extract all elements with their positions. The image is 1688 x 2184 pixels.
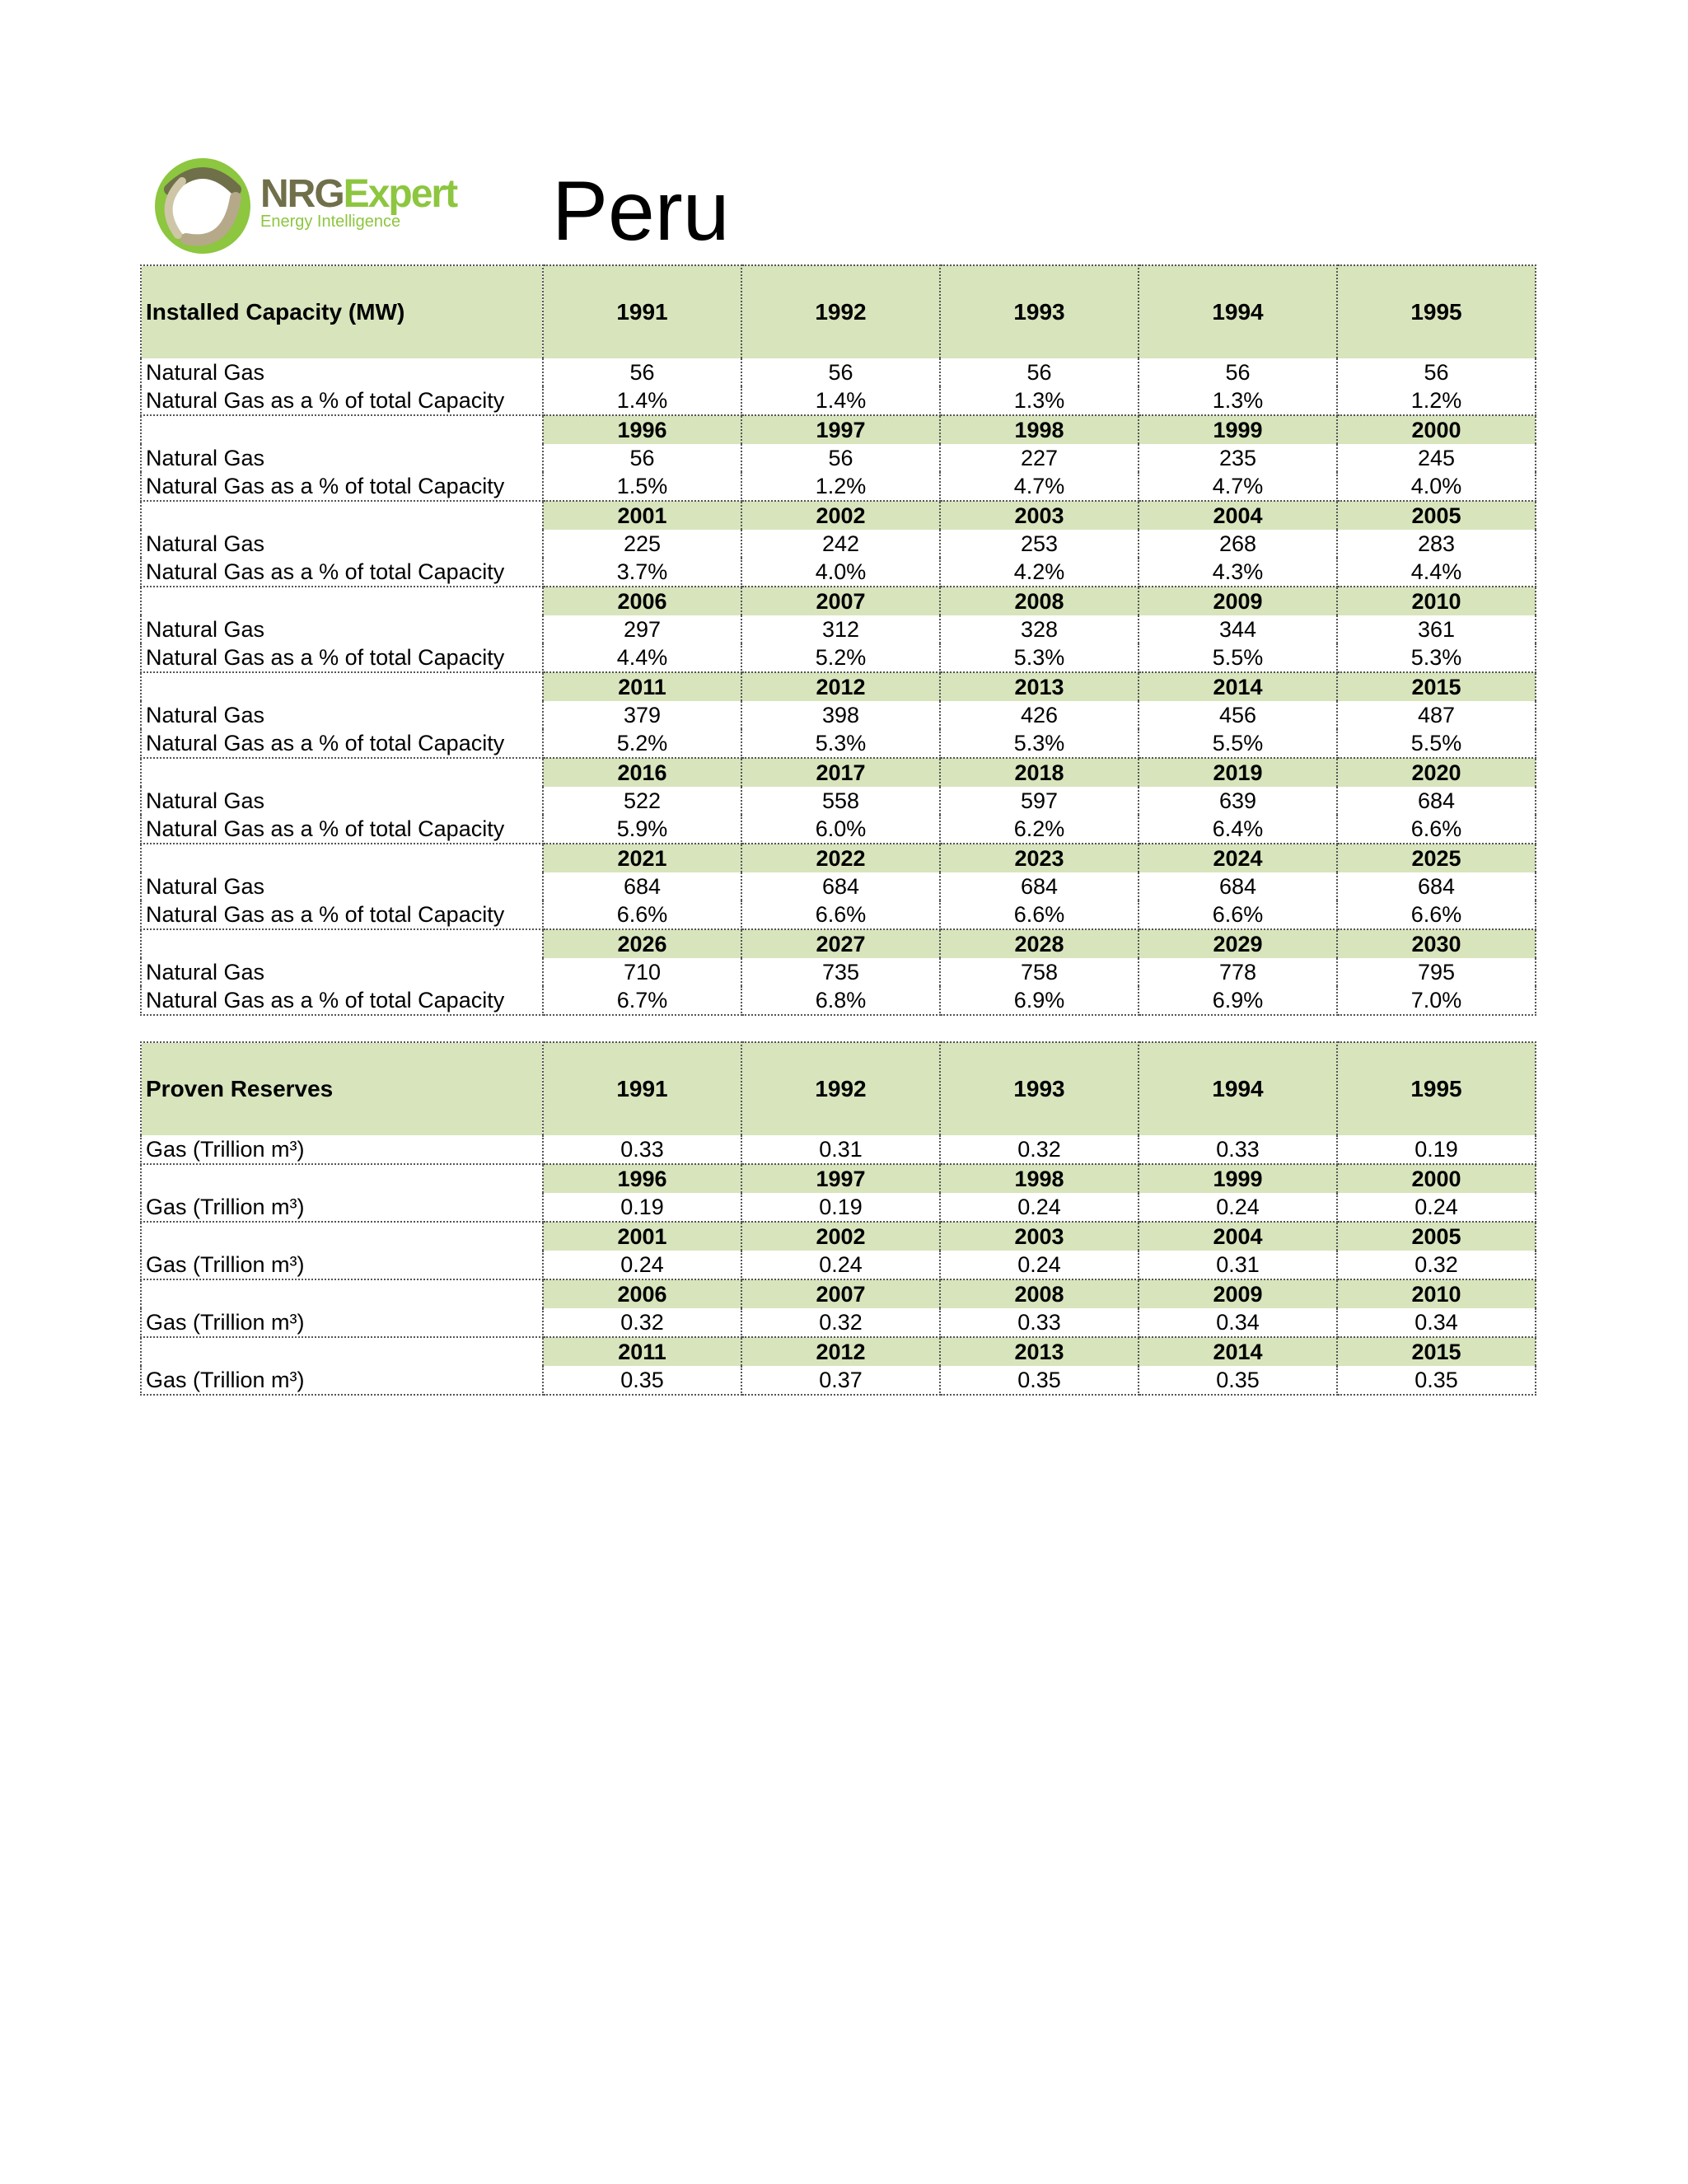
year-row-label — [141, 501, 543, 530]
installed-capacity-table — [140, 264, 1536, 1016]
year-row-label — [141, 672, 543, 701]
value-cell: 283 — [1337, 530, 1536, 558]
natural-gas-pct-row — [141, 986, 1536, 1015]
year-cell: 2008 — [940, 587, 1139, 615]
row-label: Gas (Trillion m³) — [141, 1251, 543, 1279]
value-cell: 6.6% — [940, 900, 1139, 929]
row-label: Natural Gas — [141, 958, 543, 986]
value-cell: 522 — [543, 787, 741, 815]
year-row-label — [141, 844, 543, 872]
row-label: Natural Gas as a % of total Capacity — [141, 729, 543, 758]
year-row — [141, 501, 1536, 530]
value-cell: 328 — [940, 615, 1139, 643]
value-cell: 5.2% — [741, 643, 940, 672]
value-cell: 684 — [543, 872, 741, 900]
value-cell: 6.6% — [1337, 900, 1536, 929]
value-cell: 684 — [741, 872, 940, 900]
natural-gas-row — [141, 530, 1536, 558]
natural-gas-pct-row — [141, 558, 1536, 587]
value-cell: 0.34 — [1337, 1308, 1536, 1337]
year-cell: 2009 — [1139, 587, 1337, 615]
natural-gas-row — [141, 444, 1536, 472]
year-cell: 2001 — [543, 501, 741, 530]
value-cell: 639 — [1139, 787, 1337, 815]
year-cell: 1994 — [1139, 265, 1337, 358]
year-cell: 2010 — [1337, 587, 1536, 615]
natural-gas-pct-row — [141, 900, 1536, 929]
value-cell: 6.9% — [940, 986, 1139, 1015]
value-cell: 778 — [1139, 958, 1337, 986]
year-cell: 2013 — [940, 1337, 1139, 1366]
year-cell: 2017 — [741, 758, 940, 787]
row-label: Natural Gas as a % of total Capacity — [141, 986, 543, 1015]
natural-gas-pct-row — [141, 472, 1536, 501]
gas-reserves-row — [141, 1308, 1536, 1337]
country-title: Peru — [552, 164, 730, 258]
year-cell: 2028 — [940, 929, 1139, 958]
value-cell: 1.4% — [543, 386, 741, 415]
row-label: Natural Gas as a % of total Capacity — [141, 643, 543, 672]
value-cell: 0.32 — [1337, 1251, 1536, 1279]
natural-gas-pct-row — [141, 729, 1536, 758]
year-row — [141, 415, 1536, 444]
value-cell: 312 — [741, 615, 940, 643]
natural-gas-row — [141, 872, 1536, 900]
value-cell: 6.6% — [543, 900, 741, 929]
value-cell: 1.3% — [940, 386, 1139, 415]
value-cell: 0.32 — [741, 1308, 940, 1337]
value-cell: 5.5% — [1337, 729, 1536, 758]
gas-reserves-row — [141, 1366, 1536, 1395]
value-cell: 0.24 — [741, 1251, 940, 1279]
value-cell: 4.3% — [1139, 558, 1337, 587]
year-cell: 1992 — [741, 265, 940, 358]
value-cell: 597 — [940, 787, 1139, 815]
natural-gas-row — [141, 615, 1536, 643]
year-cell: 1997 — [741, 415, 940, 444]
value-cell: 0.24 — [940, 1251, 1139, 1279]
value-cell: 795 — [1337, 958, 1536, 986]
year-cell: 2022 — [741, 844, 940, 872]
natural-gas-pct-row — [141, 643, 1536, 672]
year-cell: 2002 — [741, 1222, 940, 1251]
value-cell: 4.4% — [1337, 558, 1536, 587]
gas-reserves-row — [141, 1135, 1536, 1164]
value-cell: 0.31 — [741, 1135, 940, 1164]
value-cell: 4.0% — [1337, 472, 1536, 501]
year-row-label — [141, 1222, 543, 1251]
year-cell: 2006 — [543, 587, 741, 615]
value-cell: 6.9% — [1139, 986, 1337, 1015]
value-cell: 0.34 — [1139, 1308, 1337, 1337]
value-cell: 3.7% — [543, 558, 741, 587]
value-cell: 426 — [940, 701, 1139, 729]
value-cell: 0.24 — [1139, 1193, 1337, 1222]
value-cell: 5.2% — [543, 729, 741, 758]
year-row — [141, 1279, 1536, 1308]
year-cell: 2015 — [1337, 1337, 1536, 1366]
year-cell: 2025 — [1337, 844, 1536, 872]
value-cell: 6.0% — [741, 815, 940, 844]
row-label: Gas (Trillion m³) — [141, 1135, 543, 1164]
row-label: Natural Gas — [141, 358, 543, 386]
year-cell: 2006 — [543, 1279, 741, 1308]
value-cell: 225 — [543, 530, 741, 558]
value-cell: 245 — [1337, 444, 1536, 472]
logo-name-nrg: NRG — [260, 172, 344, 216]
value-cell: 268 — [1139, 530, 1337, 558]
value-cell: 0.35 — [543, 1366, 741, 1395]
value-cell: 6.6% — [741, 900, 940, 929]
year-row-label — [141, 758, 543, 787]
value-cell: 56 — [543, 444, 741, 472]
year-cell: 2023 — [940, 844, 1139, 872]
value-cell: 684 — [1337, 787, 1536, 815]
year-cell: 2009 — [1139, 1279, 1337, 1308]
value-cell: 0.19 — [543, 1193, 741, 1222]
year-cell: 2004 — [1139, 501, 1337, 530]
value-cell: 344 — [1139, 615, 1337, 643]
year-cell: 2008 — [940, 1279, 1139, 1308]
value-cell: 684 — [1139, 872, 1337, 900]
value-cell: 558 — [741, 787, 940, 815]
logo-name-expert: Expert — [343, 172, 457, 216]
value-cell: 6.6% — [1337, 815, 1536, 844]
row-label: Natural Gas as a % of total Capacity — [141, 386, 543, 415]
value-cell: 684 — [940, 872, 1139, 900]
natural-gas-row — [141, 958, 1536, 986]
value-cell: 0.31 — [1139, 1251, 1337, 1279]
year-cell: 2016 — [543, 758, 741, 787]
logo-tagline: Energy Intelligence — [260, 213, 401, 231]
value-cell: 1.2% — [1337, 386, 1536, 415]
year-cell: 2004 — [1139, 1222, 1337, 1251]
year-cell: 1996 — [543, 1164, 741, 1193]
year-cell: 2015 — [1337, 672, 1536, 701]
year-row-label — [141, 415, 543, 444]
year-row — [141, 587, 1536, 615]
value-cell: 398 — [741, 701, 940, 729]
value-cell: 242 — [741, 530, 940, 558]
value-cell: 1.4% — [741, 386, 940, 415]
year-cell: 2018 — [940, 758, 1139, 787]
year-cell: 2007 — [741, 1279, 940, 1308]
year-cell: 2001 — [543, 1222, 741, 1251]
value-cell: 5.5% — [1139, 643, 1337, 672]
year-cell: 2014 — [1139, 672, 1337, 701]
year-cell: 1995 — [1337, 265, 1536, 358]
value-cell: 5.5% — [1139, 729, 1337, 758]
year-cell: 2030 — [1337, 929, 1536, 958]
value-cell: 56 — [1139, 358, 1337, 386]
value-cell: 0.37 — [741, 1366, 940, 1395]
value-cell: 0.32 — [940, 1135, 1139, 1164]
year-cell: 2011 — [543, 1337, 741, 1366]
year-cell: 2026 — [543, 929, 741, 958]
year-cell: 1997 — [741, 1164, 940, 1193]
row-label: Natural Gas — [141, 530, 543, 558]
value-cell: 4.0% — [741, 558, 940, 587]
value-cell: 0.33 — [940, 1308, 1139, 1337]
row-label: Natural Gas — [141, 872, 543, 900]
value-cell: 1.3% — [1139, 386, 1337, 415]
value-cell: 5.9% — [543, 815, 741, 844]
value-cell: 5.3% — [741, 729, 940, 758]
table-header-row — [141, 1042, 1536, 1135]
year-cell: 1993 — [940, 265, 1139, 358]
value-cell: 6.6% — [1139, 900, 1337, 929]
value-cell: 379 — [543, 701, 741, 729]
year-cell: 1994 — [1139, 1042, 1337, 1135]
value-cell: 0.35 — [1337, 1366, 1536, 1395]
year-row — [141, 1222, 1536, 1251]
year-row-label — [141, 1164, 543, 1193]
natural-gas-row — [141, 358, 1536, 386]
value-cell: 1.2% — [741, 472, 940, 501]
value-cell: 235 — [1139, 444, 1337, 472]
value-cell: 5.3% — [1337, 643, 1536, 672]
year-cell: 2014 — [1139, 1337, 1337, 1366]
value-cell: 4.7% — [940, 472, 1139, 501]
year-cell: 2005 — [1337, 1222, 1536, 1251]
year-cell: 1999 — [1139, 415, 1337, 444]
year-row — [141, 929, 1536, 958]
value-cell: 5.3% — [940, 643, 1139, 672]
year-row — [141, 1337, 1536, 1366]
year-cell: 2005 — [1337, 501, 1536, 530]
table-header-row — [141, 265, 1536, 358]
natural-gas-pct-row — [141, 815, 1536, 844]
year-cell: 1998 — [940, 415, 1139, 444]
value-cell: 56 — [1337, 358, 1536, 386]
year-cell: 2000 — [1337, 1164, 1536, 1193]
year-row-label — [141, 929, 543, 958]
nrgexpert-logo — [153, 157, 466, 255]
value-cell: 6.8% — [741, 986, 940, 1015]
year-cell: 2011 — [543, 672, 741, 701]
year-cell: 2020 — [1337, 758, 1536, 787]
year-cell: 1992 — [741, 1042, 940, 1135]
value-cell: 1.5% — [543, 472, 741, 501]
row-label: Natural Gas — [141, 787, 543, 815]
value-cell: 6.7% — [543, 986, 741, 1015]
year-cell: 2010 — [1337, 1279, 1536, 1308]
year-cell: 1991 — [543, 1042, 741, 1135]
value-cell: 4.7% — [1139, 472, 1337, 501]
natural-gas-row — [141, 787, 1536, 815]
year-cell: 1995 — [1337, 1042, 1536, 1135]
year-cell: 2003 — [940, 1222, 1139, 1251]
year-cell: 2000 — [1337, 415, 1536, 444]
row-label: Natural Gas as a % of total Capacity — [141, 900, 543, 929]
year-cell: 1996 — [543, 415, 741, 444]
value-cell: 6.2% — [940, 815, 1139, 844]
value-cell: 710 — [543, 958, 741, 986]
value-cell: 56 — [543, 358, 741, 386]
year-row — [141, 672, 1536, 701]
value-cell: 6.4% — [1139, 815, 1337, 844]
year-row-label — [141, 1279, 543, 1308]
value-cell: 0.24 — [1337, 1193, 1536, 1222]
value-cell: 0.33 — [543, 1135, 741, 1164]
value-cell: 56 — [741, 358, 940, 386]
value-cell: 0.19 — [1337, 1135, 1536, 1164]
value-cell: 735 — [741, 958, 940, 986]
value-cell: 456 — [1139, 701, 1337, 729]
row-label: Natural Gas — [141, 701, 543, 729]
year-cell: 2007 — [741, 587, 940, 615]
year-row — [141, 758, 1536, 787]
value-cell: 0.24 — [940, 1193, 1139, 1222]
row-label: Natural Gas as a % of total Capacity — [141, 815, 543, 844]
row-label: Natural Gas as a % of total Capacity — [141, 558, 543, 587]
year-cell: 2012 — [741, 1337, 940, 1366]
year-cell: 2003 — [940, 501, 1139, 530]
gas-reserves-row — [141, 1251, 1536, 1279]
value-cell: 684 — [1337, 872, 1536, 900]
row-label: Gas (Trillion m³) — [141, 1308, 543, 1337]
year-cell: 1991 — [543, 265, 741, 358]
value-cell: 0.19 — [741, 1193, 940, 1222]
value-cell: 4.4% — [543, 643, 741, 672]
logo-swirl-icon — [153, 157, 255, 255]
year-row — [141, 1164, 1536, 1193]
row-label: Natural Gas as a % of total Capacity — [141, 472, 543, 501]
value-cell: 4.2% — [940, 558, 1139, 587]
value-cell: 0.35 — [940, 1366, 1139, 1395]
year-cell: 1999 — [1139, 1164, 1337, 1193]
logo-wordmark — [260, 172, 457, 231]
row-label: Gas (Trillion m³) — [141, 1193, 543, 1222]
year-row-label — [141, 1337, 543, 1366]
value-cell: 56 — [741, 444, 940, 472]
proven-reserves-table — [140, 1041, 1536, 1396]
natural-gas-pct-row — [141, 386, 1536, 415]
row-label: Natural Gas — [141, 444, 543, 472]
value-cell: 487 — [1337, 701, 1536, 729]
value-cell: 361 — [1337, 615, 1536, 643]
year-cell: 2024 — [1139, 844, 1337, 872]
row-label: Gas (Trillion m³) — [141, 1366, 543, 1395]
year-cell: 2002 — [741, 501, 940, 530]
year-cell: 1998 — [940, 1164, 1139, 1193]
table-header-label: Proven Reserves — [141, 1042, 543, 1135]
value-cell: 253 — [940, 530, 1139, 558]
value-cell: 56 — [940, 358, 1139, 386]
value-cell: 0.35 — [1139, 1366, 1337, 1395]
value-cell: 0.32 — [543, 1308, 741, 1337]
year-cell: 2013 — [940, 672, 1139, 701]
value-cell: 227 — [940, 444, 1139, 472]
row-label: Natural Gas — [141, 615, 543, 643]
year-cell: 2019 — [1139, 758, 1337, 787]
value-cell: 297 — [543, 615, 741, 643]
year-cell: 2012 — [741, 672, 940, 701]
year-row-label — [141, 587, 543, 615]
table-header-label: Installed Capacity (MW) — [141, 265, 543, 358]
year-row — [141, 844, 1536, 872]
gas-reserves-row — [141, 1193, 1536, 1222]
value-cell: 0.33 — [1139, 1135, 1337, 1164]
value-cell: 758 — [940, 958, 1139, 986]
year-cell: 2021 — [543, 844, 741, 872]
year-cell: 2029 — [1139, 929, 1337, 958]
natural-gas-row — [141, 701, 1536, 729]
year-cell: 2027 — [741, 929, 940, 958]
value-cell: 7.0% — [1337, 986, 1536, 1015]
value-cell: 5.3% — [940, 729, 1139, 758]
year-cell: 1993 — [940, 1042, 1139, 1135]
value-cell: 0.24 — [543, 1251, 741, 1279]
